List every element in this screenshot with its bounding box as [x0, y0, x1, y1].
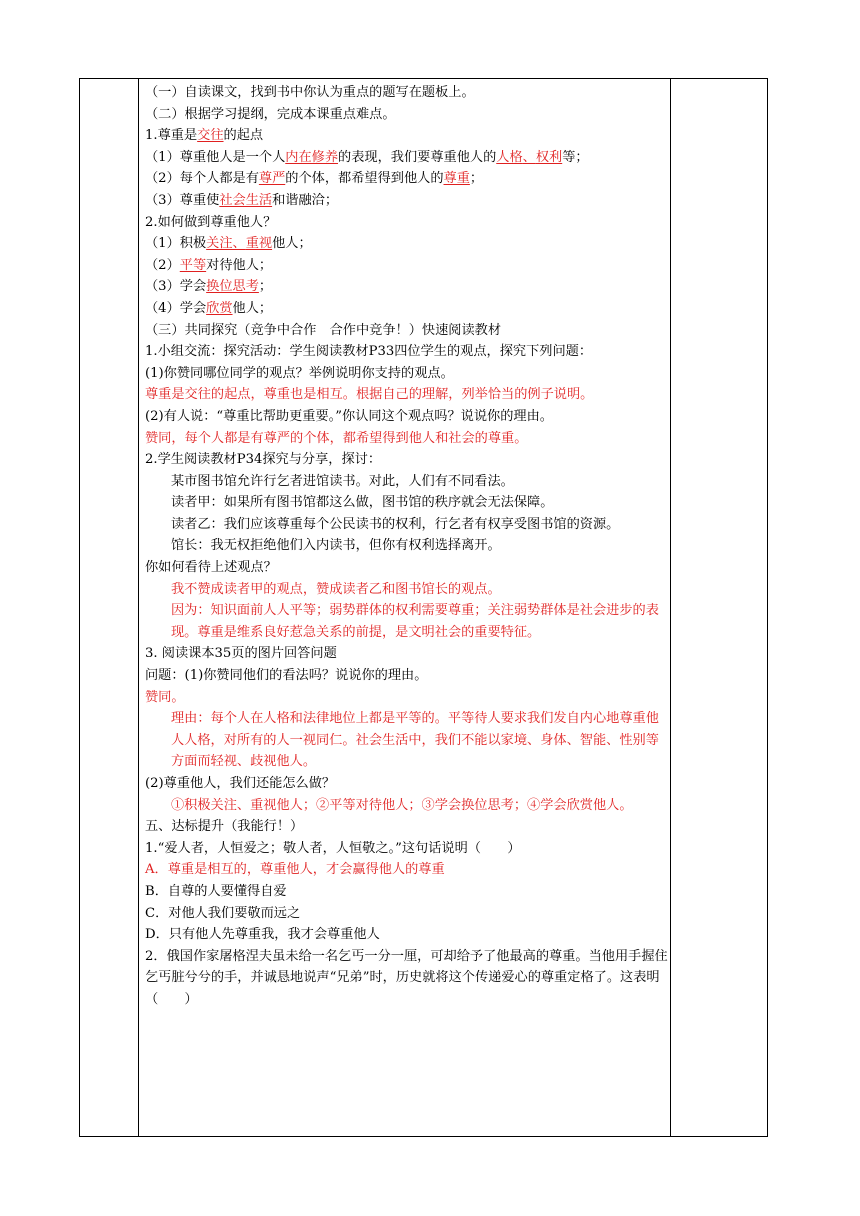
opinion-question: 你如何看待上述观点？	[145, 560, 277, 576]
mcq-1-option-a: A．尊重是相互的，尊重他人，才会赢得他人的尊重	[145, 862, 445, 878]
answer-zunzhong: 尊重	[443, 171, 470, 187]
question-p35-2: (2)尊重他人，我们还能怎么做？	[145, 776, 336, 791]
mcq-1: 1.“爱人者，人恒爱之；敬人者，人恒敬之。”这句话说明（ ）	[145, 840, 521, 856]
outline-step: （二）根据学习提纲，完成本课重点难点。	[145, 106, 396, 122]
question-1: (1)你赞同哪位同学的观点？举例说明你支持的观点。	[145, 365, 454, 381]
joint-exploration-heading: （三）共同探究（竞争中合作 合作中竞争！）快速阅读教材	[145, 322, 502, 338]
answer-zhongshi: 重视	[245, 236, 273, 252]
answer-zunyan: 尊严	[258, 171, 286, 187]
reader-b: 读者乙：我们应该尊重每个公民读书的权利，行乞者有权享受图书馆的资源。	[171, 516, 620, 532]
answer-2: 赞同，每个人都是有尊严的个体，都希望得到他人和社会的尊重。	[145, 430, 528, 446]
answer-pingdeng: 平等	[179, 257, 207, 273]
reader-a: 读者甲：如果所有图书馆都这么做，图书馆的秩序就会无法保障。	[171, 495, 554, 511]
mcq-1-option-b: B．自尊的人要懂得自爱	[145, 883, 287, 899]
opinion-reason: 因为：知识面前人人平等；弱势群体的权利需要尊重；关注弱势群体是社会进步的表现。尊重是维系良好惹急关系的前提，是文明社会的重要特征。	[171, 603, 659, 640]
q1-1-inner-cultivation: （1）尊重他人是一个人内在修养的表现，我们要尊重他人的人格、权利等；	[145, 149, 589, 165]
question-p35-1: 问题：(1)你赞同他们的看法吗？说说你的理由。	[145, 668, 428, 684]
reading-p35: 3. 阅读课本35页的图片回答问题	[145, 646, 337, 662]
answer-shehui-shenghuo: 社会生活	[219, 192, 273, 208]
answer-neizai-xiuyang: 内在修养	[285, 149, 339, 165]
mcq-1-option-c: C．对他人我们要敬而远之	[145, 905, 301, 921]
answer-guanzhu: 关注	[206, 236, 233, 252]
q2-1-attention: （1）积极关注、重视他人；	[145, 236, 312, 252]
q2-3-empathy: （3）学会换位思考；	[145, 279, 273, 295]
librarian: 馆长：我无权拒绝他们入内读书，但你有权利选择离开。	[171, 538, 501, 554]
answer-huanwei-sikao: 换位思考	[206, 279, 259, 295]
self-reading-step: （一）自读课文，找到书中你认为重点的题写在题板上。	[145, 85, 475, 100]
answer-how: ①积极关注、重视他人；②平等对待他人；③学会换位思考；④学会欣赏他人。	[171, 797, 633, 813]
group-discussion: 1.小组交流：探究活动：学生阅读教材P33四位学生的观点，探究下列问题：	[145, 344, 593, 360]
library-case: 某市图书馆允许行乞者进馆读书。对此，人们有不同看法。	[171, 473, 514, 489]
opinion-answer: 我不赞成读者甲的观点，赞成读者乙和图书馆长的观点。	[171, 581, 501, 597]
answer-xinshang: 欣赏	[206, 300, 233, 316]
answer-1: 尊重是交往的起点，尊重也是相互。根据自己的理解，列举恰当的例子说明。	[145, 387, 594, 403]
reading-p34: 2.学生阅读教材P34探究与分享，探讨：	[145, 452, 382, 468]
mcq-2: 2．俄国作家屠格涅夫虽未给一名乞丐一分一厘，可却给予了他最高的尊重。当他用手握住乞丐脏兮兮的手，并诚恳地说声“兄弟”时，历史就将这个传递爱心的尊重定格了。这表明（ ）	[145, 948, 668, 1007]
q1-3-social-life: （3）尊重使社会生活和谐融洽；	[145, 192, 339, 208]
section-five-heading: 五、达标提升（我能行！）	[145, 819, 304, 835]
q2-how-to-respect: 2.如何做到尊重他人？	[145, 214, 277, 230]
q2-4-appreciate: （4）学会欣赏他人；	[145, 300, 273, 316]
q2-2-equality: （2）平等对待他人；	[145, 257, 273, 273]
answer-reason: 理由：每个人在人格和法律地位上都是平等的。平等待人要求我们发自内心地尊重他人人格，对所有的人一视同仁。社会生活中，我们不能以家境、身体、智能、性别等方面而轻视、歧视他人。	[171, 711, 659, 770]
answer-jiaowang: 交往	[197, 128, 224, 144]
answer-renge: 人格	[496, 149, 523, 165]
table-column-divider-left	[138, 79, 139, 1136]
answer-agree: 赞同。	[145, 689, 185, 705]
mcq-1-option-d: D．只有他人先尊重我，我才会尊重他人	[145, 927, 380, 943]
q1-2-dignity: （2）每个人都是有尊严的个体，都希望得到他人的尊重；	[145, 171, 484, 187]
question-2: (2)有人说：“尊重比帮助更重要。”你认同这个观点吗？说说你的理由。	[145, 408, 553, 424]
lesson-content	[145, 82, 671, 1011]
q1-respect-starting-point: 1.尊重是交往的起点	[145, 128, 264, 144]
answer-quanli: 权利	[535, 149, 563, 165]
